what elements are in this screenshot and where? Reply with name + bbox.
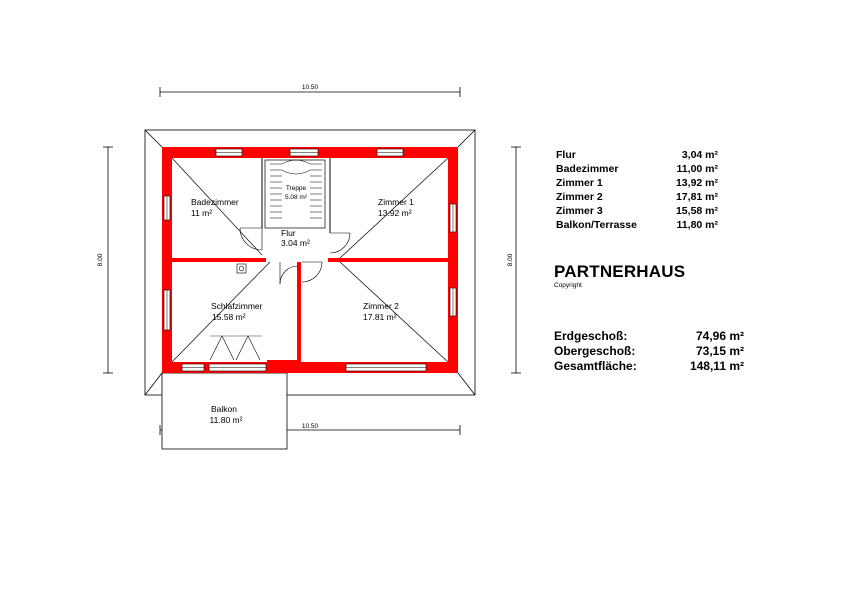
room-name-flur: Flur bbox=[281, 228, 296, 238]
totals-table bbox=[554, 329, 744, 374]
area-row-name: Flur bbox=[556, 149, 576, 161]
totals-row-name: Gesamtfläche: bbox=[554, 359, 637, 373]
area-row bbox=[556, 162, 718, 176]
room-name-zimmer1: Zimmer 1 bbox=[378, 197, 414, 207]
room-area-treppe: 5.08 m² bbox=[284, 194, 308, 201]
room-name-treppe: Treppe bbox=[285, 185, 307, 192]
room-area-badezimmer: 11 m² bbox=[191, 208, 213, 218]
area-row bbox=[556, 218, 718, 232]
room-name-badezimmer: Badezimmer bbox=[191, 197, 239, 207]
totals-row-value: 73,15 m² bbox=[695, 344, 744, 358]
area-row-value: 13,92 m² bbox=[675, 177, 718, 189]
totals-row-value: 148,11 m² bbox=[689, 359, 744, 373]
area-row-name: Zimmer 3 bbox=[556, 205, 603, 217]
dimension-left: 8.00 bbox=[97, 253, 104, 267]
dimension-right: 8.00 bbox=[507, 253, 514, 267]
room-area-zimmer2: 17.81 m² bbox=[363, 312, 397, 322]
brand-block bbox=[554, 262, 685, 289]
totals-row-name: Erdgeschoß: bbox=[554, 329, 628, 343]
area-table bbox=[556, 148, 718, 232]
room-name-zimmer2: Zimmer 2 bbox=[363, 301, 399, 311]
dimension-top: 10.50 bbox=[301, 84, 319, 91]
area-row-name: Badezimmer bbox=[556, 163, 619, 175]
room-area-balkon: 11.80 m² bbox=[209, 415, 243, 425]
area-row bbox=[556, 148, 718, 162]
totals-row bbox=[554, 329, 744, 344]
brand-subtitle: Copyright bbox=[554, 282, 582, 289]
room-area-schlafzimmer: 15.58 m² bbox=[212, 312, 246, 322]
area-row-value: 11,00 m² bbox=[676, 163, 718, 175]
area-row-name: Balkon/Terrasse bbox=[556, 219, 637, 231]
room-area-zimmer1: 13.92 m² bbox=[378, 208, 412, 218]
area-row-value: 3,04 m² bbox=[681, 149, 718, 161]
doors bbox=[210, 228, 350, 360]
fixture-icon bbox=[237, 264, 246, 273]
brand-title: PARTNERHAUS bbox=[554, 262, 686, 281]
area-row-name: Zimmer 2 bbox=[556, 191, 603, 203]
area-row bbox=[556, 190, 718, 204]
totals-row bbox=[554, 359, 744, 374]
room-name-schlafzimmer: Schlafzimmer bbox=[211, 301, 263, 311]
totals-row bbox=[554, 344, 744, 359]
area-row-value: 11,80 m² bbox=[676, 219, 718, 231]
room-area-flur: 3.04 m² bbox=[281, 238, 310, 248]
area-row-value: 17,81 m² bbox=[675, 191, 718, 203]
dimension-bottom: 10.50 bbox=[301, 423, 319, 430]
totals-row-name: Obergeschoß: bbox=[554, 344, 636, 358]
area-row bbox=[556, 204, 718, 218]
area-row-value: 15,58 m² bbox=[675, 205, 718, 217]
totals-row-value: 74,96 m² bbox=[695, 329, 744, 343]
area-row bbox=[556, 176, 718, 190]
area-row-name: Zimmer 1 bbox=[556, 177, 603, 189]
room-name-balkon: Balkon bbox=[211, 404, 237, 414]
